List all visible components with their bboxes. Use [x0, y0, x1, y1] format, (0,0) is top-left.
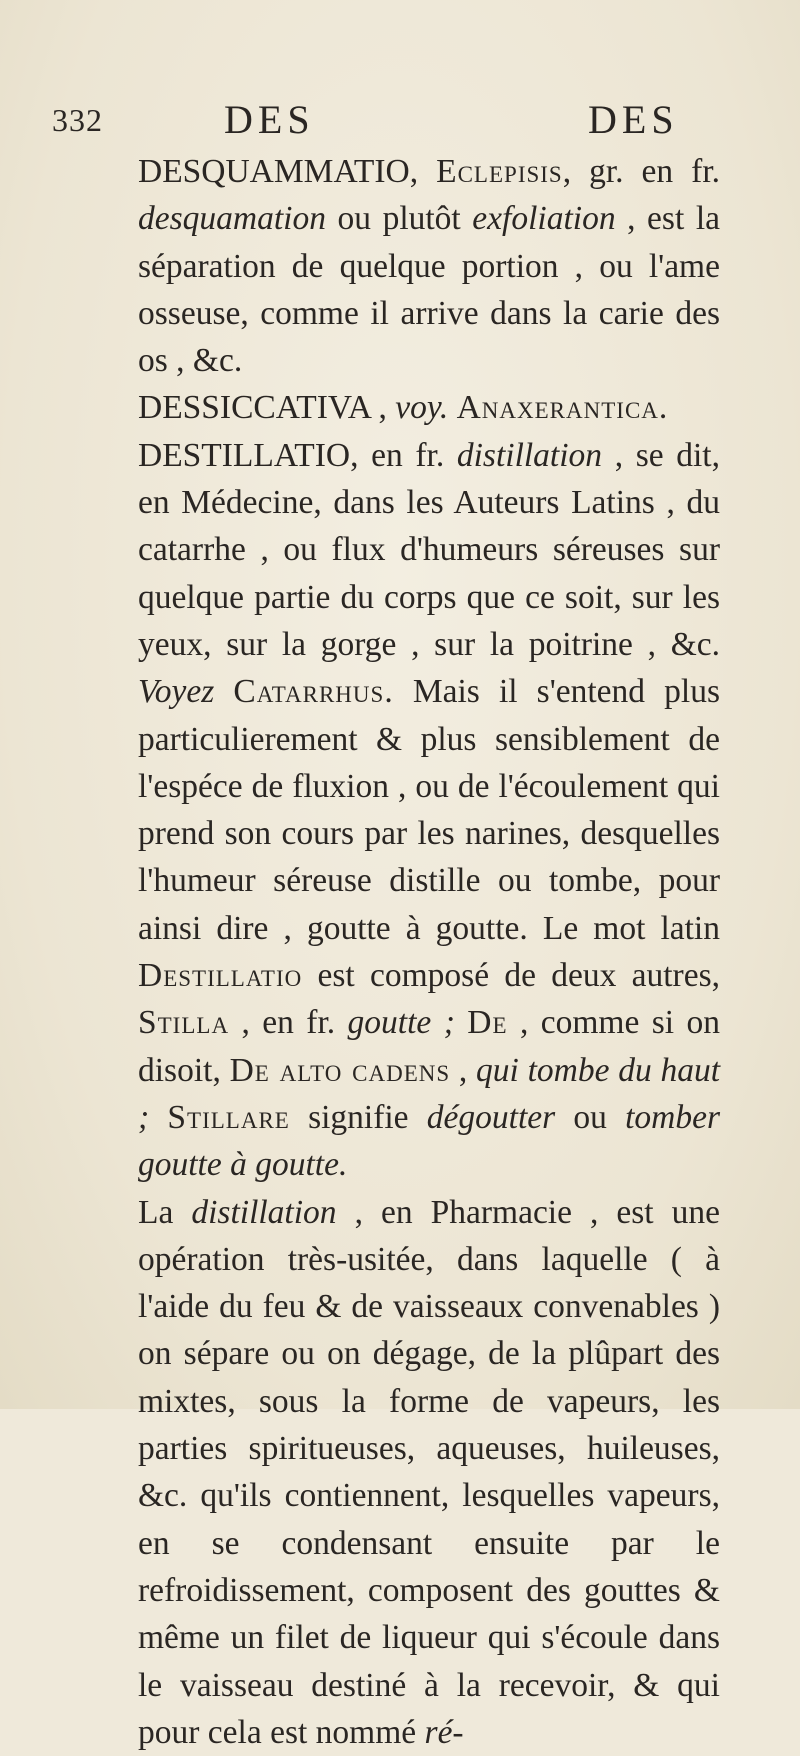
alt-term: exfoliation [472, 200, 616, 238]
text-run: , en fr. [229, 1004, 348, 1042]
text-run [455, 1004, 467, 1041]
text-run: ou plutôt [325, 200, 473, 238]
running-head-left: DES [224, 97, 315, 142]
latin-term: De [467, 1004, 508, 1042]
text-run: , comme si on disoit, [138, 1004, 721, 1089]
text-run: , [409, 153, 437, 190]
headword: DESTILLATIO [138, 436, 351, 474]
running-header [52, 96, 692, 156]
latin-term: Stilla [138, 1004, 230, 1042]
text-run: , se dit, en Médecine, dans les Auteurs Latins , du catarrhe , ou flux d'humeurs séreuses sur quelque partie du corps que ce soit, sur les yeux, sur la gorge , sur la poitrine , &c. [138, 436, 720, 663]
running-head-right: DES [588, 97, 679, 142]
french-term: distillation [456, 436, 603, 474]
entry-dessiccativa [110, 384, 720, 431]
french-term: goutte ; [347, 1004, 455, 1042]
text-run [448, 389, 456, 426]
latin-term: De alto cadens [229, 1051, 451, 1089]
latin-term: Destillatio [138, 957, 303, 995]
text-run: Mais il s'entend plus particulierement & plus sensiblement de l'espéce de fluxion , ou de l'écoulement qui prend son cours par les narines, desquelles l'humeur séreuse distille ou tombe, pour ainsi dire , goutte à goutte. Le mot latin [138, 673, 721, 947]
page-body [110, 148, 720, 1756]
french-term: tomber goutte à goutte. [138, 1098, 721, 1184]
french-term: desquamation [138, 200, 326, 238]
headword: DESQUAMMATIO [138, 153, 410, 190]
text-run: ou [555, 1098, 626, 1136]
catchword: ré- [424, 1713, 464, 1751]
entry-desquammatio [110, 148, 720, 384]
entry-destillatio [110, 432, 720, 1189]
cross-reference: Anaxerantica. [456, 389, 669, 427]
french-term: distillation [191, 1193, 337, 1231]
voyez-abbrev: Voyez [138, 673, 215, 711]
text-run [214, 673, 233, 710]
headword: DESSICCATIVA [138, 389, 371, 427]
text-run: , [450, 1051, 477, 1089]
greek-term: Eclepisis [436, 153, 563, 190]
cross-reference: Catarrhus. [233, 673, 394, 711]
text-run: , gr. en fr. [562, 153, 721, 190]
latin-term: Stillare [167, 1098, 290, 1136]
text-run: La [138, 1193, 192, 1231]
french-term: dégoutter [426, 1098, 556, 1136]
voy-abbrev: voy. [395, 389, 449, 427]
text-run [149, 1099, 167, 1136]
text-run: est composé de deux autres, [302, 957, 720, 995]
french-term: qui tombe du haut ; [138, 1051, 720, 1136]
page-number: 332 [52, 102, 103, 138]
text-run: signifie [289, 1098, 427, 1136]
text-run: , est la séparation de quelque portion , ou l'ame osseuse, comme il arrive dans la carie des os , &c. [138, 200, 720, 380]
text-run: , [370, 389, 396, 427]
text-run: , en fr. [350, 436, 457, 474]
text-run: , en Pharmacie , est une opération très-usitée, dans laquelle ( à l'aide du feu & de vaisseaux convenables ) on sépare ou on dégage, de la plûpart des mixtes, sous la forme de vapeurs, les parties spiritueuses, aqueuses, huileuses, &c. qu'ils contiennent, lesquelles vapeurs, en se condensant ensuite par le refroidissement, composent des gouttes & même un filet de liqueur qui s'écoule dans le vaisseau destiné à la recevoir, & qui pour cela est nommé [138, 1193, 720, 1751]
entry-distillation-pharmacie [110, 1189, 720, 1756]
